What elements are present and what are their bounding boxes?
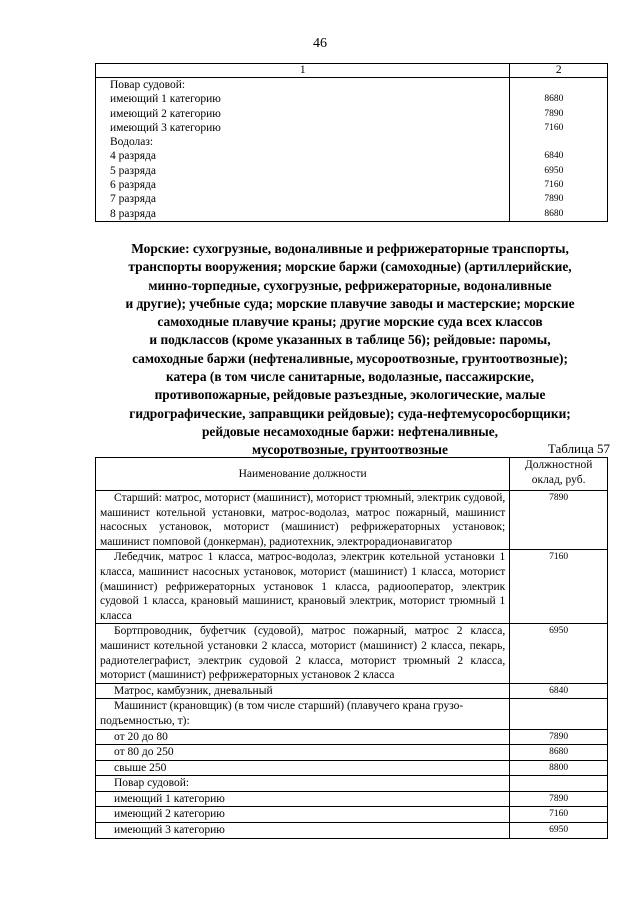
salary-value: 8680 xyxy=(510,745,608,761)
table-row xyxy=(96,624,608,683)
cook-title: Повар судовой: xyxy=(96,776,510,792)
heading-line: гидрографические, заправщики рейдовые); суда-нефтемусоросборщики; xyxy=(129,405,571,421)
salary-value: 7160 xyxy=(544,122,564,133)
table-row xyxy=(96,807,608,823)
position-name: от 20 до 80 xyxy=(96,729,510,745)
column-2-header: 2 xyxy=(510,64,608,78)
group-title-diver: Водолаз: xyxy=(110,136,154,149)
heading-line: Морские: сухогрузные, водоналивные и рефрижераторные транспорты, xyxy=(131,241,569,256)
heading-line: и подклассов (кроме указанных в таблице 56); рейдовые: паромы, xyxy=(149,332,551,348)
heading-line: рейдовые несамоходные баржи: нефтеналивные, xyxy=(201,423,498,439)
section-heading xyxy=(90,240,610,460)
table-caption: Таблица 57 xyxy=(547,441,610,456)
position-name: имеющий 2 категорию xyxy=(96,807,510,823)
position-name: Лебедчик, матрос 1 класса, матрос-водолаз, электрик котельной установки 1 класса, машинист насосных установок, моторист (машинист) 1 класса, моторист (машинист) рефрижераторных установок 1 класса, радиооператор, электрик судовой 1 класса, крановый машинист, крановый электрик, моторист трюмный 1 класса xyxy=(96,550,510,624)
salary-cell xyxy=(510,78,608,222)
table-row xyxy=(96,745,608,761)
position-name: 4 разряда xyxy=(110,150,157,163)
group-title-cook: Повар судовой: xyxy=(110,79,186,91)
salary-table-57 xyxy=(95,457,608,839)
salary-value: 7890 xyxy=(510,491,608,550)
salary-value: 7160 xyxy=(544,180,564,191)
salary-value: 6950 xyxy=(510,823,608,839)
table-header-row xyxy=(96,458,608,491)
position-name: 6 разряда xyxy=(110,179,157,192)
position-name: имеющий 3 категорию xyxy=(110,121,221,134)
position-name: 5 разряда xyxy=(110,164,157,177)
position-name: имеющий 1 категорию xyxy=(96,791,510,807)
salary-value: 8680 xyxy=(544,94,564,105)
heading-line: минно-торпедные, сухогрузные, рефрижераторные, водоналивные xyxy=(148,277,552,293)
heading-line: самоходные плавучие краны; другие морские суда всех классов xyxy=(157,314,543,330)
table-row xyxy=(96,491,608,550)
heading-line: катера (в том числе санитарные, водолазные, пассажирские, xyxy=(166,369,534,385)
heading-line: мусоротвозные, грунтоотвозные xyxy=(252,442,448,458)
salary-value: 6950 xyxy=(544,165,564,176)
position-name: 7 разряда xyxy=(110,193,157,206)
salary-value: 6950 xyxy=(510,624,608,683)
crane-operator-title: Машинист (крановщик) (в том числе старший) (плавучего крана грузо-подъемностью, т): xyxy=(96,699,510,729)
table-row xyxy=(96,699,608,729)
salary-column-header: Должностной оклад, руб. xyxy=(510,458,608,491)
heading-line: противопожарные, рейдовые разъездные, экологические, малые xyxy=(154,387,546,403)
table-row xyxy=(96,823,608,839)
salary-value: 8680 xyxy=(544,208,564,219)
salary-value: 7890 xyxy=(510,729,608,745)
table-row xyxy=(96,776,608,792)
table-row xyxy=(96,729,608,745)
position-name: 8 разряда xyxy=(110,207,157,220)
table-row xyxy=(96,791,608,807)
table-row xyxy=(96,760,608,776)
salary-value: 7890 xyxy=(544,108,564,119)
page-number: 46 xyxy=(313,36,327,51)
position-name: Старший: матрос, моторист (машинист), моторист трюмный, электрик судовой, машинист котельной установки, матрос-водолаз, матрос пожарный, машинист насосных установок, моторист (машинист) рефрижераторных установок; машинист помповой (донкерман), радиотехник, электрорадионавигатор xyxy=(96,491,510,550)
salary-value: 6840 xyxy=(510,683,608,699)
position-name: свыше 250 xyxy=(96,760,510,776)
positions-cell xyxy=(96,78,510,222)
salary-value: 6840 xyxy=(544,151,564,162)
salary-value: 8800 xyxy=(510,760,608,776)
position-name: имеющий 2 категорию xyxy=(110,107,221,120)
table-row xyxy=(96,683,608,699)
heading-line: транспорты вооружения; морские баржи (самоходные) (артиллерийские, xyxy=(128,259,572,275)
position-name: Бортпроводник, буфетчик (судовой), матрос пожарный, матрос 2 класса, машинист котельной установки 2 класса, моторист (машинист) 2 класса, пекарь, радиотелеграфист, электрик судовой 2 класса, моторист трюмный 2 класса, моторист (машинист) рефрижераторных установок 2 класса xyxy=(96,624,510,683)
position-column-header: Наименование должности xyxy=(96,458,510,491)
table-header-row xyxy=(96,64,608,78)
table-row xyxy=(96,78,608,222)
position-name: от 80 до 250 xyxy=(96,745,510,761)
salary-value: 7160 xyxy=(510,807,608,823)
column-1-header: 1 xyxy=(96,64,510,78)
salary-value: 7890 xyxy=(544,194,564,205)
salary-value: 7890 xyxy=(510,791,608,807)
position-name: имеющий 1 категорию xyxy=(110,93,221,106)
position-name: имеющий 3 категорию xyxy=(96,823,510,839)
heading-line: и другие); учебные суда; морские плавучие заводы и мастерские; морские xyxy=(125,295,575,311)
position-name: Матрос, камбузник, дневальный xyxy=(96,683,510,699)
heading-line: самоходные баржи (нефтеналивные, мусороотвозные, грунтоотвозные); xyxy=(132,350,568,366)
table-row xyxy=(96,550,608,624)
top-salary-table xyxy=(95,63,608,222)
salary-value: 7160 xyxy=(510,550,608,624)
